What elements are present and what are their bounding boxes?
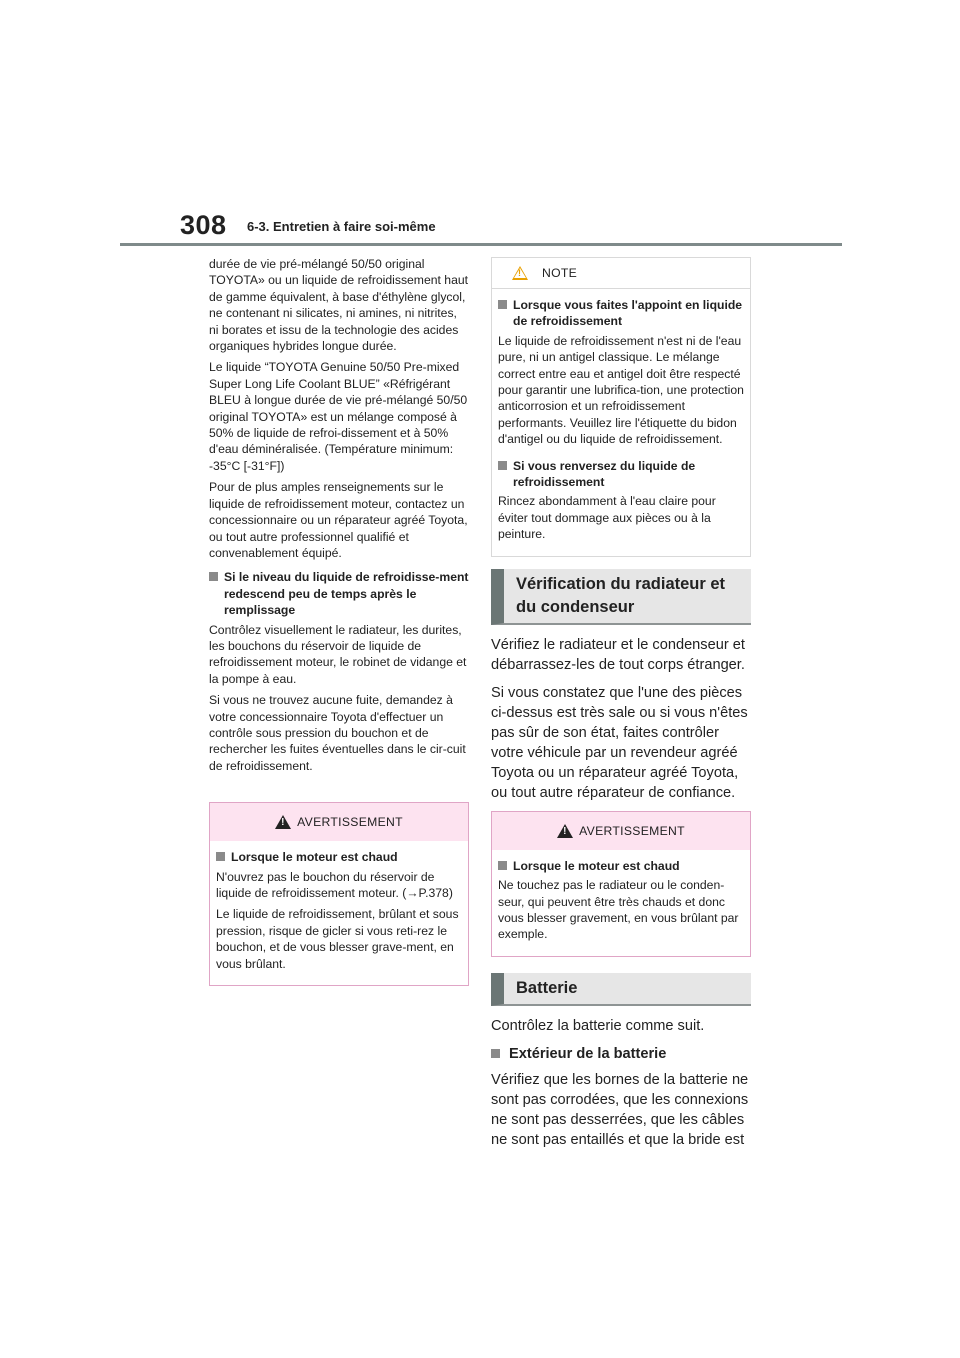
warning-header: [210, 803, 468, 841]
note-header: [492, 258, 750, 289]
paragraph: Contrôlez la batterie comme suit.: [491, 1017, 705, 1034]
note-text: Le liquide de refroidissement n'est ni de l'eau pure, ni un antigel classique. Le mélange correct entre eau et antigel doit être respecté pour garantir une lubrifica-tion, une protection anticorrosion et un refroidissement performants. Veuillez lire l'étiquette du bidon d'antigel ou du liquide de refroidissement.: [498, 333, 744, 447]
warning-box: [209, 802, 469, 986]
warning-triangle-icon: [557, 824, 573, 838]
warning-box: [491, 811, 751, 957]
square-bullet-icon: [498, 861, 507, 870]
warning-label: AVERTISSEMENT: [579, 823, 685, 838]
header-divider: [120, 243, 842, 246]
warning-text: Le liquide de refroidissement, brûlant et sous pression, risque de gicler si vous reti-rez le bouchon, et de vous blesser grave-ment, en vous brûlant.: [216, 907, 459, 971]
paragraph: durée de vie pré-mélangé 50/50 original TOYOTA» ou un liquide de refroidissement haut de gamme équivalent, à base d'éthylène glycol, ne contenant ni silicates, ni amines, ni nitrites, ni borates et issu de la technologie des acides organiques hybrides longue durée.: [209, 257, 469, 354]
radiator-heading: Vérification du radiateur et du condenseur: [491, 569, 751, 625]
paragraph: Si vous ne trouvez aucune fuite, demandez à votre concessionnaire Toyota d'effectuer un contrôle sous pression du bouchon et de rechercher les fuites éventuelles dans le cir-cuit de refroidissement.: [209, 693, 466, 773]
caution-triangle-icon: [512, 266, 528, 280]
paragraph: Le liquide “TOYOTA Genuine 50/50 Pre-mixed Super Long Life Coolant BLUE” «Réfrigérant BLEU à longue durée de vie pré-mélangé 50/50 original TOYOTA» est un mélange composé à 50% de liquide de refroi-dissement et à 50% d'eau déminéralisée. (Température minimum: -35°C [-31°F]): [209, 360, 468, 473]
note-label: NOTE: [542, 266, 578, 280]
left-column: [209, 256, 469, 986]
paragraph: Contrôlez visuellement le radiateur, les durites, les bouchons du réservoir de liquide de refroidissement moteur, le robinet de vidange et la pompe à eau.: [209, 622, 467, 686]
square-bullet-icon: [216, 852, 225, 861]
warning-text: N'ouvrez pas le bouchon du réservoir de liquide de refroidissement moteur. (→P.378): [216, 869, 453, 900]
note-heading: Lorsque vous faites l'appoint en liquide de refroidissement: [498, 297, 744, 330]
battery-section: [491, 1016, 751, 1150]
note-text: Rincez abondamment à l'eau claire pour éviter tout dommage aux pièces ou à la peinture.: [498, 494, 716, 542]
battery-subheading: Extérieur de la batterie: [491, 1044, 751, 1064]
paragraph: Pour de plus amples renseignements sur le liquide de refroidissement moteur, contactez un concessionnaire ou un réparateur agréé Toyota, ou tout autre professionnel qualifié et convenablement équipé.: [209, 480, 468, 560]
warning-label: AVERTISSEMENT: [297, 815, 403, 830]
page-header: [0, 0, 960, 250]
battery-heading: Batterie: [491, 973, 751, 1006]
square-bullet-icon: [498, 461, 507, 470]
paragraph: Si vous constatez que l'une des pièces ci-dessus est très sale ou si vous n'êtes pas sûr de son état, faites contrôler votre véhicule par un revendeur agréé Toyota ou un réparateur agréé Toyota, ou tout autre réparateur de confiance.: [491, 684, 748, 801]
note-heading: Si vous renversez du liquide de refroidissement: [498, 458, 744, 491]
square-bullet-icon: [209, 572, 218, 581]
square-bullet-icon: [491, 1049, 500, 1058]
paragraph: Vérifiez le radiateur et le condenseur et débarrassez-les de tout corps étranger.: [491, 636, 745, 673]
subheading-level-drop: Si le niveau du liquide de refroidisse-ment redescend peu de temps après le remplissage: [209, 569, 469, 618]
square-bullet-icon: [498, 300, 507, 309]
paragraph: Vérifiez que les bornes de la batterie ne sont pas corrodées, que les connexions ne sont pas desserrées, que les câbles ne sont pas entaillés et que la bride est: [491, 1071, 749, 1148]
warning-heading: Lorsque le moteur est chaud: [498, 858, 744, 874]
section-title: 6-3. Entretien à faire soi-même: [247, 219, 436, 234]
page-number: 308: [180, 210, 227, 240]
right-column: [491, 257, 751, 1158]
note-box: [491, 257, 751, 557]
warning-header: [492, 812, 750, 850]
warning-triangle-icon: [275, 815, 291, 829]
radiator-section: [491, 635, 751, 803]
warning-text: Ne touchez pas le radiateur ou le conden-seur, qui peuvent être très chauds et donc vous blesser gravement, en vous brûlant par exemple.: [498, 878, 739, 942]
warning-heading: Lorsque le moteur est chaud: [216, 849, 462, 865]
